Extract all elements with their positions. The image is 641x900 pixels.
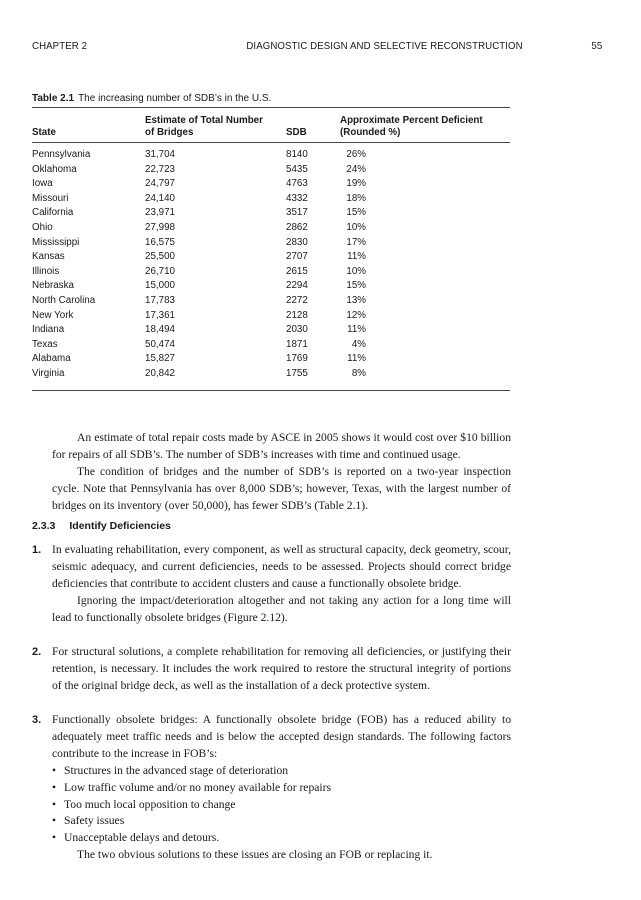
- table-caption-text: The increasing number of SDB’s in the U.S.: [78, 93, 272, 104]
- cell-percent: 13%: [346, 294, 366, 306]
- col-header-percent-line1: Approximate Percent Deficient: [340, 115, 483, 126]
- cell-sdb: 2294: [286, 280, 308, 292]
- cell-percent: 17%: [346, 236, 366, 248]
- table-row: [32, 279, 510, 294]
- table-row: [32, 177, 510, 192]
- table-row: [32, 206, 510, 221]
- section-number: 2.3.3: [32, 520, 56, 532]
- cell-estimate: 20,842: [145, 367, 175, 379]
- cell-sdb: 2128: [286, 309, 308, 321]
- cell-estimate: 50,474: [145, 338, 175, 350]
- cell-state: California: [32, 207, 74, 219]
- item-text: In evaluating rehabilitation, every component, as well as structural capacity, deck geometry, scour, seismic adequacy, and current deficiencies, needs to be assessed. Projects should correct bridge deficiencies that contribute to accident clusters and cause a functionally obsolete bridge.: [52, 543, 511, 590]
- cell-state: Kansas: [32, 251, 65, 263]
- cell-estimate: 16,575: [145, 236, 175, 248]
- cell-sdb: 4332: [286, 192, 308, 204]
- running-title: DIAGNOSTIC DESIGN AND SELECTIVE RECONSTRUCTION: [246, 40, 523, 52]
- cell-state: Ohio: [32, 221, 53, 233]
- cell-estimate: 18,494: [145, 324, 175, 336]
- cell-percent: 15%: [346, 280, 366, 292]
- cell-percent: 12%: [346, 309, 366, 321]
- item-text: The two obvious solutions to these issues are closing an FOB or replacing it.: [77, 848, 433, 862]
- cell-sdb: 2862: [286, 221, 308, 233]
- page-number: 55: [591, 40, 603, 52]
- cell-state: Iowa: [32, 178, 53, 190]
- col-header-estimate-line1: Estimate of Total Number: [145, 115, 263, 126]
- cell-percent: 11%: [347, 324, 366, 336]
- cell-sdb: 2830: [286, 236, 308, 248]
- cell-state: Missouri: [32, 192, 69, 204]
- cell-percent: 26%: [346, 149, 366, 160]
- cell-estimate: 15,000: [145, 280, 175, 292]
- cell-sdb: 2030: [286, 324, 308, 336]
- bullet-item: • Safety issues: [52, 813, 511, 830]
- table-row: [32, 338, 510, 353]
- cell-state: Alabama: [32, 353, 71, 365]
- cell-state: Texas: [32, 338, 58, 350]
- table-top-rule: [32, 107, 510, 108]
- paragraph: The condition of bridges and the number of SDB’s is reported on a two-year inspection cycle. Note that Pennsylvania has over 8,000 SDB’s; however, Texas, with the largest number of bridges on its inventory (over 50,000), has fewer SDB’s (Table 2.1).: [52, 465, 511, 512]
- cell-estimate: 22,723: [145, 163, 175, 175]
- cell-sdb: 5435: [286, 163, 308, 175]
- cell-sdb: 3517: [286, 207, 308, 219]
- table-row: [32, 192, 510, 207]
- col-header-state: State: [32, 127, 56, 138]
- col-header-sdb: SDB: [286, 127, 307, 138]
- cell-state: Illinois: [32, 265, 60, 277]
- section-heading: [32, 520, 171, 532]
- table-row: [32, 236, 510, 251]
- section-title: Identify Deficiencies: [69, 520, 171, 532]
- cell-estimate: 25,500: [145, 251, 175, 263]
- cell-state: Indiana: [32, 324, 65, 336]
- bullet-item: • Structures in the advanced stage of deterioration: [52, 763, 511, 780]
- cell-state: North Carolina: [32, 294, 96, 306]
- cell-state: Mississippi: [32, 236, 80, 248]
- cell-sdb: 2615: [286, 265, 308, 277]
- cell-percent: 18%: [346, 192, 366, 204]
- paragraph: An estimate of total repair costs made by ASCE in 2005 shows it would cost over $10 billion for repairs of all SDB’s. The number of SDB’s increases with time and continued usage.: [52, 431, 511, 461]
- chapter-label: CHAPTER 2: [32, 40, 88, 52]
- cell-sdb: 1871: [286, 338, 308, 350]
- cell-state: Pennsylvania: [32, 149, 91, 160]
- table-row: [32, 163, 510, 178]
- item-text: Functionally obsolete bridges: A functionally obsolete bridge (FOB) has a reduced ability to adequately meet traffic needs and is below the accepted design standards. The following factors contribute to the increase in FOB’s:: [52, 713, 511, 760]
- cell-estimate: 26,710: [145, 265, 175, 277]
- col-header-estimate-line2: of Bridges: [145, 127, 194, 138]
- cell-estimate: 15,827: [145, 353, 175, 365]
- bullet-item: • Low traffic volume and/or no money available for repairs: [52, 780, 511, 797]
- item-number: 1.: [32, 544, 42, 556]
- item-number: 2.: [32, 646, 42, 658]
- cell-estimate: 27,998: [145, 221, 175, 233]
- item-text: Ignoring the impact/deterioration altogether and not taking any action for a long time will lead to functionally obsolete bridges (Figure 2.12).: [52, 593, 511, 624]
- cell-percent: 4%: [351, 338, 366, 350]
- table-row: [32, 265, 510, 280]
- numbered-item: [32, 712, 511, 864]
- table-row: [32, 148, 510, 163]
- table-row: [32, 352, 510, 367]
- table-header-rule: [32, 142, 510, 143]
- bullet-list: [52, 763, 511, 848]
- table-row: [32, 309, 510, 324]
- cell-sdb: 1769: [286, 353, 308, 365]
- col-header-percent-line2: (Rounded %): [340, 127, 401, 138]
- cell-percent: 8%: [351, 367, 366, 379]
- cell-sdb: 4763: [286, 178, 308, 190]
- table-row: [32, 221, 510, 236]
- table-row: [32, 367, 510, 382]
- cell-sdb: 2272: [286, 294, 308, 306]
- cell-sdb: 8140: [286, 149, 308, 160]
- cell-state: New York: [32, 309, 74, 321]
- cell-percent: 11%: [347, 353, 366, 365]
- item-number: 3.: [32, 714, 42, 726]
- numbered-item: [32, 542, 511, 627]
- cell-percent: 11%: [347, 251, 366, 263]
- table-bottom-rule: [32, 390, 510, 391]
- cell-state: Virginia: [32, 367, 65, 379]
- cell-state: Nebraska: [32, 280, 74, 292]
- cell-estimate: 17,361: [145, 309, 175, 321]
- cell-percent: 10%: [346, 265, 366, 277]
- item-text: For structural solutions, a complete rehabilitation for removing all deficiencies, or justifying their retention, is necessary. It includes the work required to restore the structural integrity of portions of the original bridge deck, as well as the installation of a deck protective system.: [52, 645, 511, 692]
- cell-sdb: 2707: [286, 251, 308, 263]
- table-caption-label: Table 2.1: [32, 93, 75, 104]
- cell-percent: 15%: [346, 207, 366, 219]
- cell-estimate: 17,783: [145, 294, 175, 306]
- cell-sdb: 1755: [286, 367, 308, 379]
- table-row: [32, 323, 510, 338]
- body-text: [52, 429, 511, 514]
- numbered-item: [32, 644, 511, 695]
- table-row: [32, 294, 510, 309]
- cell-estimate: 24,797: [145, 178, 175, 190]
- table-row: [32, 250, 510, 265]
- cell-estimate: 23,971: [145, 207, 175, 219]
- cell-percent: 24%: [346, 163, 366, 175]
- sdb-table: [32, 148, 510, 382]
- cell-estimate: 31,704: [145, 149, 175, 160]
- cell-percent: 10%: [346, 221, 366, 233]
- cell-percent: 19%: [346, 178, 366, 190]
- cell-state: Oklahoma: [32, 163, 77, 175]
- bullet-item: • Unacceptable delays and detours.: [52, 830, 511, 847]
- cell-estimate: 24,140: [145, 192, 175, 204]
- bullet-item: • Too much local opposition to change: [52, 797, 511, 814]
- table-caption: [32, 93, 271, 104]
- col-header-percent: [340, 115, 483, 139]
- col-header-estimate: [145, 115, 263, 139]
